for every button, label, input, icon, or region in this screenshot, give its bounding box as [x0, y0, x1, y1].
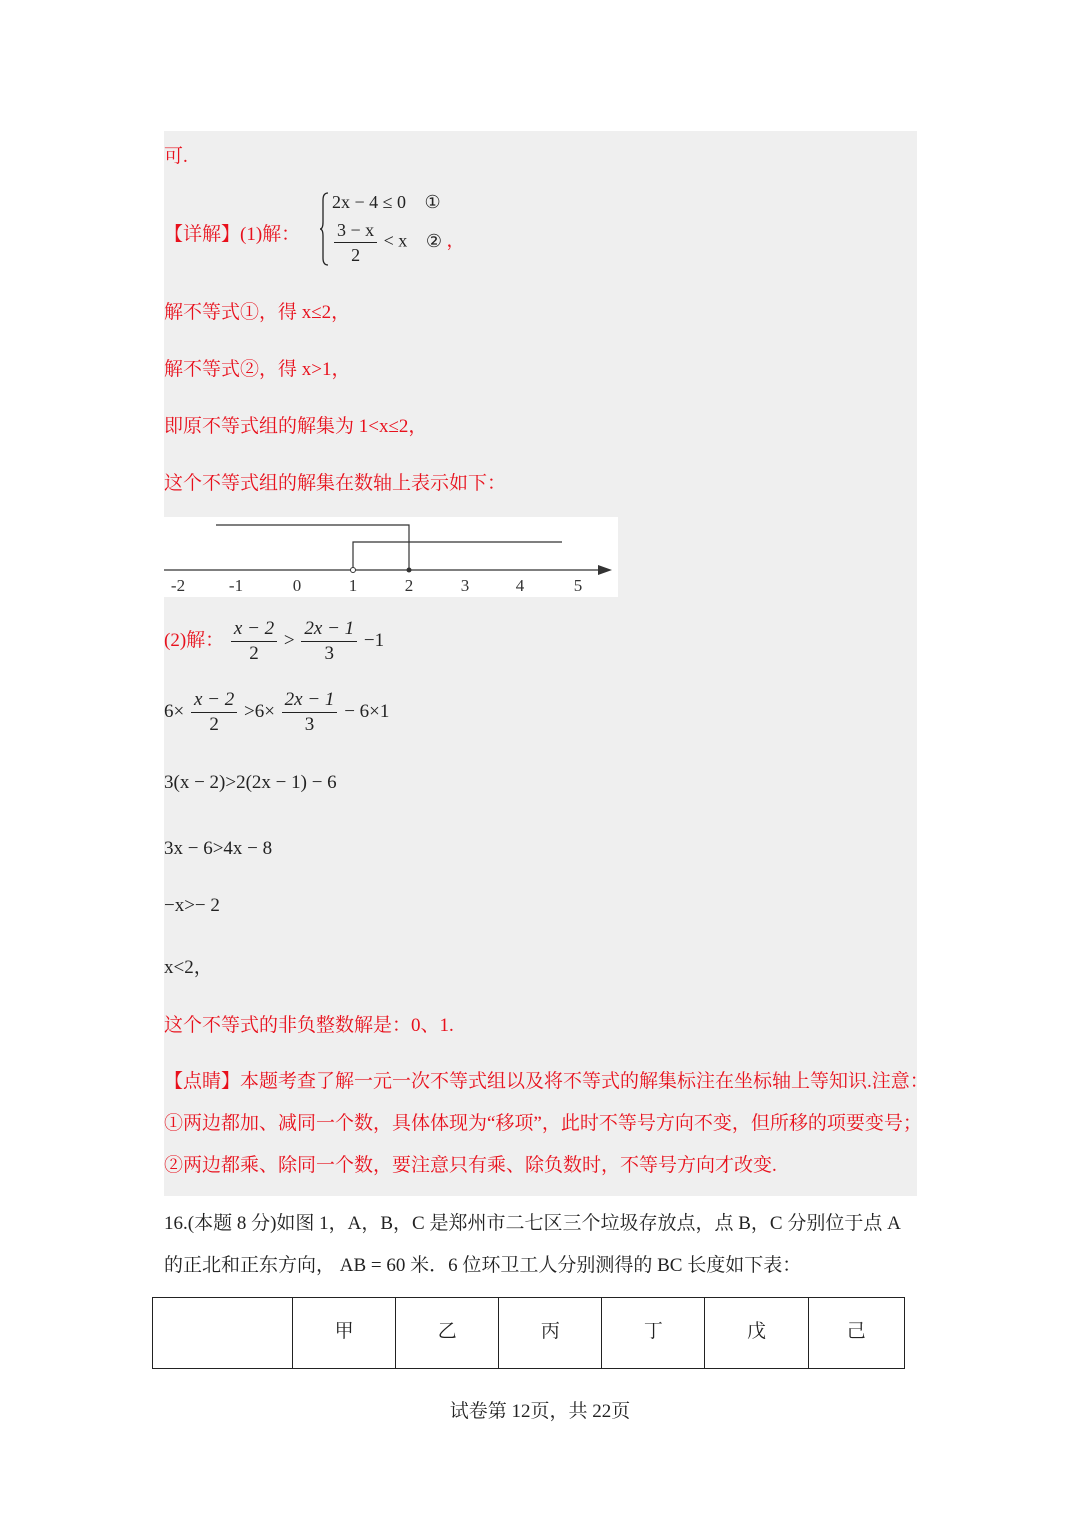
mult-a: 6× — [164, 700, 185, 722]
tick-label: -2 — [170, 576, 186, 595]
tick-label: 0 — [292, 576, 302, 595]
tick-label: -1 — [228, 576, 244, 595]
system-trail: ， — [446, 230, 465, 251]
step-3: 即原不等式组的解集为 1<x≤2， — [164, 416, 428, 437]
number-line-figure — [164, 517, 618, 597]
detail-label: 【详解】(1)解： — [164, 224, 301, 245]
mult-fraction-2: $\frac{2x - 1}{3}$ — [282, 688, 338, 737]
tick-label: 1 — [348, 576, 358, 595]
note-line-2: ①两边都加、减同一个数，具体体现为“移项”，此时不等号方向不变，但所移的项要变号； — [164, 1113, 922, 1134]
table-header-cell: 甲 — [293, 1298, 396, 1369]
question16-line2: 的正北和正东方向， AB = 60 米．6 位环卫工人分别测得的 BC 长度如下表： — [164, 1255, 802, 1276]
expand-1: 3(x − 2)>2(2x − 1) − 6 — [164, 772, 337, 793]
table-header-cell: 戊 — [705, 1298, 808, 1369]
system-row2-mark: ② — [425, 230, 442, 251]
part2-line — [164, 617, 384, 666]
mult-fraction-1: $\frac{x - 2}{2}$ — [191, 688, 237, 737]
part2-fraction-1: $\frac{x - 2}{2}$ — [231, 617, 277, 666]
system-brace — [320, 192, 328, 266]
system-row2-rest: < x — [383, 230, 408, 251]
mult-tail: − 6×1 — [344, 700, 390, 722]
note-line-3: ②两边都乘、除同一个数，要注意只有乘、除负数时，不等号方向才改变. — [164, 1155, 777, 1176]
expand-4: x<2， — [164, 957, 213, 978]
tick-label: 4 — [515, 576, 525, 595]
step-4: 这个不等式组的解集在数轴上表示如下： — [164, 473, 507, 494]
table-header-cell: 乙 — [396, 1298, 499, 1369]
conclusion: 这个不等式的非负整数解是：0、1. — [164, 1015, 454, 1036]
tick-label: 3 — [460, 576, 470, 595]
part2-operator: > — [283, 629, 295, 651]
page-footer: 试卷第 12页，共 22页 — [449, 1401, 631, 1422]
part2-tail: −1 — [363, 629, 385, 651]
table-header-cell: 己 — [808, 1298, 904, 1369]
step-1: 解不等式①，得 x≤2， — [164, 302, 351, 323]
expand-3: −x>− 2 — [164, 895, 220, 916]
part2-fraction-2: $\frac{2x - 1}{3}$ — [301, 617, 357, 666]
step-2: 解不等式②，得 x>1， — [164, 359, 351, 380]
measurement-table — [152, 1297, 905, 1369]
system-row1-mark: ① — [424, 192, 441, 212]
multiply-line — [164, 688, 389, 737]
part2-label: (2)解： — [164, 629, 225, 651]
table-row — [153, 1298, 905, 1369]
expand-2: 3x − 6>4x − 8 — [164, 838, 273, 859]
table-header-cell — [153, 1298, 293, 1369]
question16-line1: 16.(本题 8 分)如图 1，A，B，C 是郑州市二七区三个垃圾存放点，点 B，C 分别位于点 A — [164, 1213, 901, 1234]
tick-label: 5 — [573, 576, 583, 595]
table-header-cell: 丙 — [499, 1298, 602, 1369]
system-row1: 2x − 4 ≤ 0 — [332, 192, 407, 212]
note-line-1: 【点睛】本题考查了解一元一次不等式组以及将不等式的解集标注在坐标轴上等知识.注意： — [164, 1071, 929, 1092]
table-header-cell: 丁 — [602, 1298, 705, 1369]
tick-label: 2 — [404, 576, 414, 595]
mult-b: >6× — [243, 700, 275, 722]
answer-line-ke: 可. — [164, 146, 188, 167]
system-row2-fraction: $\frac{3 - x}{2}$ — [334, 218, 377, 267]
